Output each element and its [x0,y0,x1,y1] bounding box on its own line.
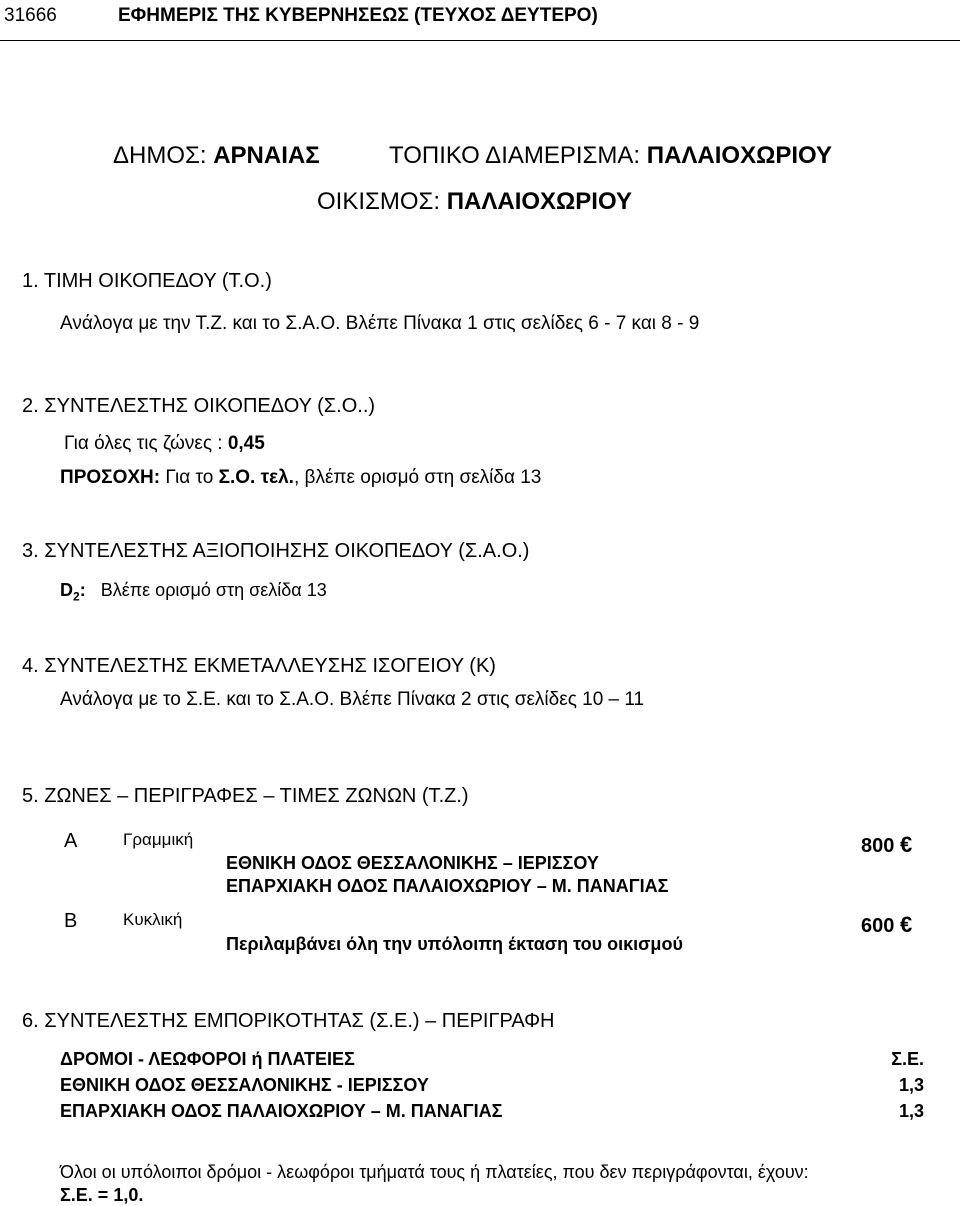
section-6-title: 6. ΣΥΝΤΕΛΕΣΤΗΣ ΕΜΠΟΡΙΚΟΤΗΤΑΣ (Σ.Ε.) – ΠΕΡΙΓΡΑΦΗ [22,1010,555,1032]
section-2-line2 [60,467,541,489]
section-3-line [60,580,327,604]
table-row-road: ΕΘΝΙΚΗ ΟΔΟΣ ΘΕΣΣΑΛΟΝΙΚΗΣ - ΙΕΡΙΣΣΟΥ [60,1075,429,1095]
footer-note-line1: Όλοι οι υπόλοιποι δρόμοι - λεωφόροι τμήματά τους ή πλατείες, που δεν περιγράφονται, έχουν: [60,1162,809,1182]
zone-b-price: 600 [861,915,895,937]
d-colon: : [79,580,86,600]
table-row-value: 1,3 [898,1075,924,1095]
euro-icon: € [899,832,913,857]
page-number: 31666 [4,5,57,26]
zone-b-type: Κυκλική [123,910,183,929]
section-4-title: 4. ΣΥΝΤΕΛΕΣΤΗΣ ΕΚΜΕΤΑΛΛΕΥΣΗΣ ΙΣΟΓΕΙΟΥ (Κ) [22,655,496,677]
attention-text-b: , βλέπε ορισμό στη σελίδα 13 [293,467,542,488]
section-5-title: 5. ΖΩΝΕΣ – ΠΕΡΙΓΡΑΦΕΣ – ΤΙΜΕΣ ΖΩΝΩΝ (Τ.Ζ.) [22,785,469,807]
section-2-title: 2. ΣΥΝΤΕΛΕΣΤΗΣ ΟΙΚΟΠΕΔΟΥ (Σ.Ο..) [22,395,376,417]
se-column-header: Σ.Ε. [891,1049,924,1069]
oikismos-value: ΠΑΛΑΙΟΧΩΡΙΟΥ [446,188,632,215]
zone-a-desc1: ΕΘΝΙΚΗ ΟΔΟΣ ΘΕΣΣΑΛΟΝΙΚΗΣ – ΙΕΡΙΣΣΟΥ [226,853,599,873]
d-letter: D [60,580,73,600]
zone-b-value [861,912,912,938]
dimos-label: ΔΗΜΟΣ: [113,142,214,169]
zones-label: Για όλες τις ζώνες : [64,433,228,454]
topiko-value: ΠΑΛΑΙΟΧΩΡΙΟΥ [646,142,833,169]
zone-a-price: 800 [861,835,895,857]
d-subscript: 2 [73,589,80,604]
section-4-text: Ανάλογα με το Σ.Ε. και το Σ.Α.Ο. Βλέπε Πίνακα 2 στις σελίδες 10 – 11 [60,689,645,710]
zones-value: 0,45 [227,433,265,454]
zone-a-desc2: ΕΠΑΡΧΙΑΚΗ ΟΔΟΣ ΠΑΛΑΙΟΧΩΡΙΟΥ – Μ. ΠΑΝΑΓΙΑΣ [226,876,669,896]
header-divider [0,40,960,41]
oikismos-label: ΟΙΚΙΣΜΟΣ: [317,188,447,215]
zone-a-value [861,832,912,858]
euro-icon: € [899,912,913,937]
table-row-road: ΕΠΑΡΧΙΑΚΗ ΟΔΟΣ ΠΑΛΑΙΟΧΩΡΙΟΥ – Μ. ΠΑΝΑΓΙΑΣ [60,1101,503,1121]
zone-b-letter: Β [64,910,78,932]
footer-note-line2: Σ.Ε. = 1,0. [60,1185,144,1205]
section-3-text: Βλέπε ορισμό στη σελίδα 13 [100,580,327,600]
topiko-line [389,142,832,170]
dimos-line [113,142,320,170]
section-1-text: Ανάλογα με την Τ.Ζ. και το Σ.Α.Ο. Βλέπε Πίνακα 1 στις σελίδες 6 - 7 και 8 - 9 [60,313,700,334]
dimos-value: ΑΡΝΑΙΑΣ [213,142,320,169]
attention-text-a: Για το [160,467,219,488]
section-1-title: 1. ΤΙΜΗ ΟΙΚΟΠΕΔΟΥ (Τ.Ο.) [22,270,272,292]
zone-a-letter: Α [64,830,78,852]
section-2-line1 [64,433,265,455]
attention-label: ΠΡΟΣΟΧΗ: [60,467,161,488]
section-3-title: 3. ΣΥΝΤΕΛΕΣΤΗΣ ΑΞΙΟΠΟΙΗΣΗΣ ΟΙΚΟΠΕΔΟΥ (Σ.Α.Ο.) [22,540,530,562]
so-tel-label: Σ.Ο. τελ. [218,467,294,488]
d2-label [60,580,86,604]
journal-title: ΕΦΗΜΕΡΙΣ ΤΗΣ ΚΥΒΕΡΝΗΣΕΩΣ (ΤΕΥΧΟΣ ΔΕΥΤΕΡΟ) [118,5,598,26]
zone-b-desc1: Περιλαμβάνει όλη την υπόλοιπη έκταση του οικισμού [226,934,683,954]
topiko-label: ΤΟΠΙΚΟ ΔΙΑΜΕΡΙΣΜΑ: [389,142,647,169]
zone-a-type: Γραμμική [123,830,194,849]
oikismos-line [317,188,632,216]
table-row-value: 1,3 [898,1101,924,1121]
roads-column-header: ΔΡΟΜΟΙ - ΛΕΩΦΟΡΟΙ ή ΠΛΑΤΕΙΕΣ [60,1049,355,1069]
